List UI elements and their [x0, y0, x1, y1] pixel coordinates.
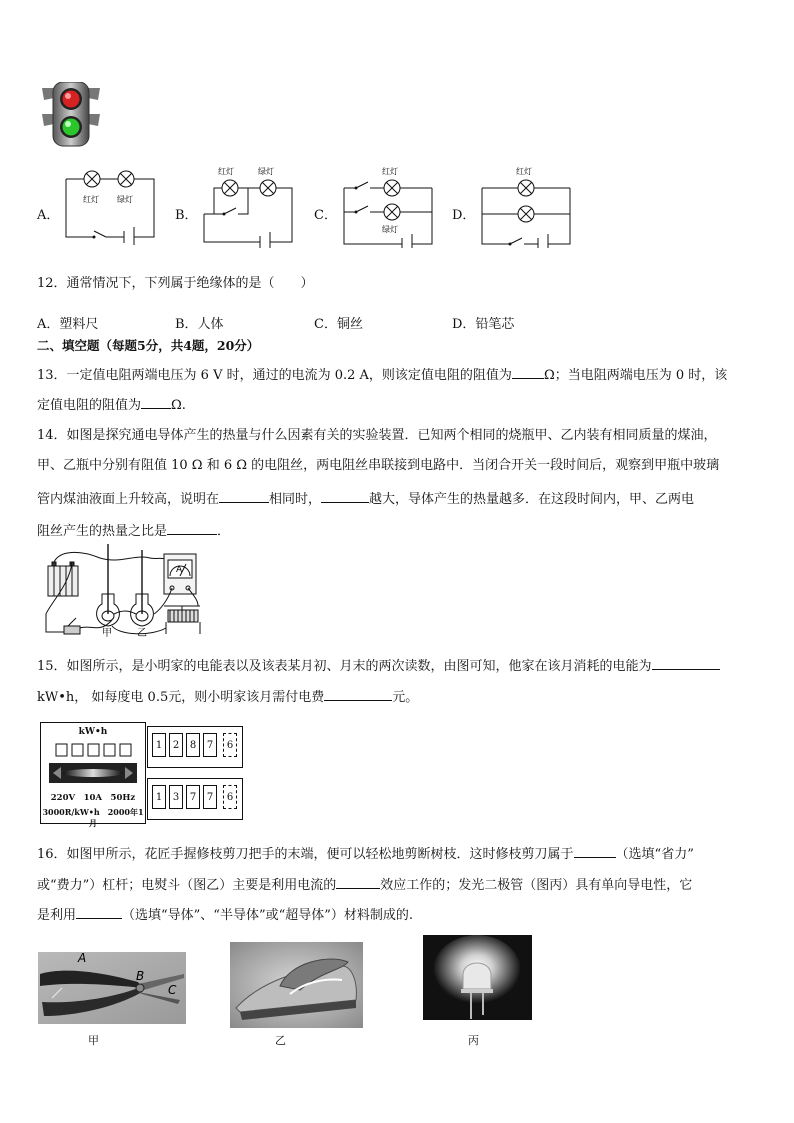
- answer-blank[interactable]: [652, 657, 720, 670]
- q16-line1: [37, 845, 694, 863]
- reading-digit: 7: [203, 785, 217, 809]
- q14-text-e: ．: [217, 524, 231, 539]
- q12-option-d: D．铅笔芯: [452, 317, 515, 332]
- q13-text-d: Ω.: [171, 398, 186, 413]
- answer-blank[interactable]: [219, 490, 269, 503]
- q14-text-d: 阻丝产生的热量之比是: [37, 524, 168, 539]
- label-red-light: 红灯: [218, 167, 234, 176]
- q16-text-a: 16．如图甲所示，花匠手握修枝剪刀把手的末端，便可以轻松地剪断树枝．这时修枝剪刀属于: [37, 847, 574, 862]
- reading-digit: 1: [152, 785, 166, 809]
- circuit-diagram-d: [476, 162, 576, 252]
- reading-digit: 8: [186, 733, 200, 757]
- circuit-diagram-a: [60, 165, 160, 249]
- option-c-letter: C．: [314, 208, 337, 223]
- q16-line3: [37, 906, 413, 924]
- answer-blank[interactable]: [76, 906, 122, 919]
- q14-line3: [37, 490, 694, 508]
- q15-text-b: kW•h， 如每度电 0.5元，则小明家该月需付电费: [37, 690, 325, 705]
- answer-blank[interactable]: [324, 688, 392, 701]
- q14-text-c: 越大，导体产生的热量越多．在这段时间内，甲、乙两电: [369, 492, 695, 507]
- answer-blank[interactable]: [167, 522, 217, 535]
- q12-option-c: C．铜丝: [314, 317, 363, 332]
- reading-digit: 1: [152, 733, 166, 757]
- q13-text-a: 13．一定值电阻两端电压为 6 V 时，通过的电流为 0.2 A，则该定值电阻的阻值为: [37, 368, 512, 383]
- q12-stem: 12．通常情况下，下列属于绝缘体的是（ ）: [37, 276, 314, 291]
- reading-digit: 3: [169, 785, 183, 809]
- meter-digit-boxes: [55, 743, 135, 761]
- meter-spec2: 3000R/kW•h 2000年1月: [42, 807, 144, 828]
- q15-text-a: 15．如图所示，是小明家的电能表以及该表某月初、月末的两次读数，由图可知，他家在该月消耗的电能为: [37, 659, 652, 674]
- label-green-light: 绿灯: [117, 195, 133, 204]
- reading-decimal-digit: 6: [223, 785, 237, 809]
- option-a-letter: A．: [37, 208, 60, 223]
- circuit-diagram-c: [338, 162, 438, 252]
- flask-b-label: 乙: [137, 628, 147, 638]
- reading-digit: 7: [186, 785, 200, 809]
- label-green-light: 绿灯: [258, 167, 274, 176]
- q16-text-d: 效应工作的；发光二极管（图丙）具有单向导电性，它: [380, 878, 693, 893]
- label-red-light: 红灯: [83, 195, 99, 204]
- reading-digit: 2: [169, 733, 183, 757]
- pruning-shears-image: [38, 952, 186, 1024]
- q14-line1: 14．如图是探究通电导体产生的热量与什么因素有关的实验装置．已知两个相同的烧瓶甲、乙内装有相同质量的煤油，: [37, 428, 717, 443]
- q13-text-c: 定值电阻的阻值为: [37, 398, 142, 413]
- q14-line2: 甲、乙瓶中分别有阻值 10 Ω 和 6 Ω 的电阻丝，两电阻丝串联接到电路中．当闭合开关一段时间后，观察到甲瓶中玻璃: [37, 458, 720, 473]
- answer-blank[interactable]: [574, 845, 616, 858]
- label-red-light: 红灯: [516, 167, 532, 176]
- ammeter-letter: A: [176, 565, 183, 575]
- electricity-meter: [40, 722, 146, 828]
- label-green-light: 绿灯: [382, 225, 398, 234]
- q16-line2: [37, 876, 692, 894]
- reading-decimal-digit: 6: [223, 733, 237, 757]
- label-a: A: [78, 952, 87, 965]
- reading-end: [147, 778, 243, 820]
- q12-option-a: A．塑料尺: [37, 317, 99, 332]
- q15-line2: [37, 688, 418, 706]
- q13-line2: [37, 396, 186, 414]
- answer-blank[interactable]: [141, 396, 171, 409]
- q15-text-c: 元。: [392, 690, 419, 705]
- label-red-light: 红灯: [382, 167, 398, 176]
- led-image: [423, 935, 532, 1020]
- electric-iron-image: [230, 942, 363, 1028]
- caption-jia: 甲: [88, 1034, 99, 1047]
- q14-text-a: 管内煤油液面上升较高，说明在: [37, 492, 220, 507]
- caption-yi: 乙: [275, 1034, 286, 1047]
- q16-text-f: （选填“导体”、“半导体”或“超导体”）材料制成的.: [122, 908, 414, 923]
- q16-text-e: 是利用: [37, 908, 77, 923]
- q16-text-b: （选填“省力”: [615, 847, 694, 862]
- q13-line1: [37, 366, 727, 384]
- q15-line1: [37, 657, 720, 675]
- flask-a-label: 甲: [102, 628, 112, 638]
- reading-start: [147, 726, 243, 768]
- label-c: C: [168, 983, 177, 997]
- heating-experiment-figure: [40, 544, 202, 642]
- answer-blank[interactable]: [336, 876, 380, 889]
- option-b-letter: B．: [175, 208, 198, 223]
- q14-text-b: 相同时，: [269, 492, 322, 507]
- meter-unit: kW•h: [78, 727, 108, 737]
- label-b: B: [136, 969, 145, 983]
- meter-spec: 220V 10A 50Hz: [50, 793, 136, 803]
- q13-text-b: Ω；当电阻两端电压为 0 时，该: [543, 368, 728, 383]
- answer-blank[interactable]: [321, 490, 369, 503]
- answer-blank[interactable]: [512, 366, 544, 379]
- reading-digit: 7: [203, 733, 217, 757]
- section-heading: 二、填空题（每题5分，共4题，20分）: [37, 338, 260, 353]
- meter-disc: [49, 763, 137, 787]
- circuit-diagram-b: [198, 162, 298, 252]
- traffic-light-icon: [40, 82, 102, 148]
- q12-option-b: B．人体: [175, 317, 224, 332]
- option-d-letter: D．: [452, 208, 476, 223]
- q16-text-c: 或“费力”）杠杆；电熨斗（图乙）主要是利用电流的: [37, 878, 337, 893]
- q14-line4: [37, 522, 230, 540]
- caption-bing: 丙: [468, 1034, 479, 1047]
